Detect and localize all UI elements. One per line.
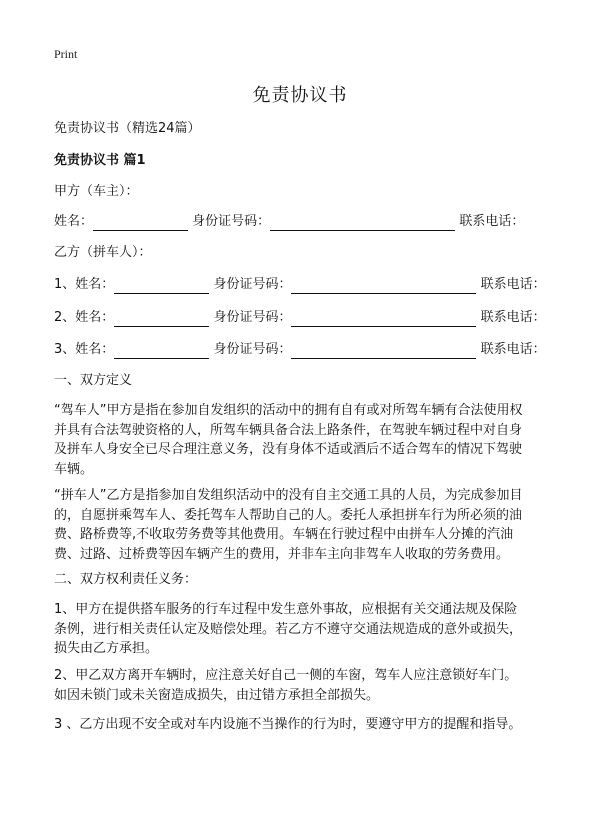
row-prefix: 1、 xyxy=(54,277,76,292)
document-title: 免责协议书 xyxy=(252,85,348,106)
paragraph-line: 如因未锁门或未关窗造成损失，由过错方承担全部损失。 xyxy=(54,687,380,703)
paragraph-line: 费、过路、过桥费等因车辆产生的费用，并非车主向非驾车人收取的劳务费用。 xyxy=(54,546,510,562)
party-b-label: 乙方（拼车人）： xyxy=(54,245,152,260)
id-blank[interactable] xyxy=(291,279,476,294)
name-label: 姓名： xyxy=(75,277,115,292)
name-label: 姓名： xyxy=(54,214,94,229)
paragraph-clause-2 xyxy=(54,666,554,705)
id-label: 身份证号码： xyxy=(213,342,292,357)
row-prefix: 2、 xyxy=(54,310,76,325)
phone-label: 联系电话： xyxy=(480,277,546,292)
paragraph-line: 条例，进行相关责任认定及赔偿处理。若乙方不遵守交通法规造成的意外或损失， xyxy=(54,621,523,637)
paragraph-line: 1、甲方在提供搭车服务的行车过程中发生意外事故，应根据有关交通法规及保险 xyxy=(54,602,518,617)
id-label: 身份证号码： xyxy=(213,277,292,292)
name-blank[interactable] xyxy=(93,216,188,231)
id-label: 身份证号码： xyxy=(192,214,271,229)
document-subtitle: 免责协议书（精选24篇） xyxy=(54,121,201,136)
phone-label: 联系电话： xyxy=(459,214,525,229)
heading-definitions: 一、双方定义 xyxy=(54,373,133,388)
phone-label: 联系电话： xyxy=(480,342,546,357)
paragraph-line: 及拼车人身安全已尽合理注意义务，没有身体不适或酒后不适合驾车的情况下驾驶 xyxy=(54,442,523,457)
row-prefix: 3、 xyxy=(54,342,76,357)
paragraph-line: 的，自愿拼乘驾车人、委托驾车人帮助自己的人。委托人承担拼车行为所必须的油 xyxy=(54,507,523,523)
party-b-row-3 xyxy=(54,341,546,359)
name-blank[interactable] xyxy=(114,344,209,359)
id-blank[interactable] xyxy=(270,216,455,231)
party-a-fields xyxy=(54,213,524,231)
paragraph-passenger-definition xyxy=(54,486,554,564)
heading-rights: 二、双方权利责任义务： xyxy=(54,572,198,587)
party-a-label: 甲方（车主）： xyxy=(54,184,139,199)
name-label: 姓名： xyxy=(75,342,115,357)
paragraph-line: 3 、乙方出现不安全或对车内设施不当操作的行为时，要遵守甲方的提醒和指导。 xyxy=(54,717,522,732)
name-blank[interactable] xyxy=(114,312,209,327)
paragraph-line: “拼车人”乙方是指参加自发组织活动中的没有自主交通工具的人员，为完成参加目 xyxy=(54,488,523,503)
paragraph-clause-1 xyxy=(54,600,554,659)
paragraph-driver-definition xyxy=(54,401,554,479)
paragraph-line: 费、路桥费等,不收取劳务费等其他费用。车辆在行驶过程中由拼车人分摊的汽油 xyxy=(54,527,514,542)
paragraph-line: 并具有合法驾驶资格的人，所驾车辆具备合法上路条件，在驾驶车辆过程中对自身 xyxy=(54,422,523,438)
print-label: Print xyxy=(54,47,78,61)
id-label: 身份证号码： xyxy=(213,310,292,325)
section-heading: 免责协议书 篇1 xyxy=(54,153,146,168)
name-blank[interactable] xyxy=(114,279,209,294)
paragraph-line: “驾车人”甲方是指在参加自发组织的活动中的拥有自有或对所驾车辆有合法使用权 xyxy=(54,403,523,418)
party-b-row-1 xyxy=(54,276,546,294)
name-label: 姓名： xyxy=(75,310,115,325)
paragraph-line: 损失由乙方承担。 xyxy=(54,641,159,656)
paragraph-clause-3 xyxy=(54,715,554,735)
id-blank[interactable] xyxy=(291,344,476,359)
phone-label: 联系电话： xyxy=(480,310,546,325)
party-b-row-2 xyxy=(54,309,546,327)
paragraph-line: 2、甲乙双方离开车辆时，应注意关好自己一侧的车窗，驾车人应注意锁好车门。 xyxy=(54,668,518,683)
paragraph-line: 车辆。 xyxy=(54,461,94,477)
id-blank[interactable] xyxy=(291,312,476,327)
